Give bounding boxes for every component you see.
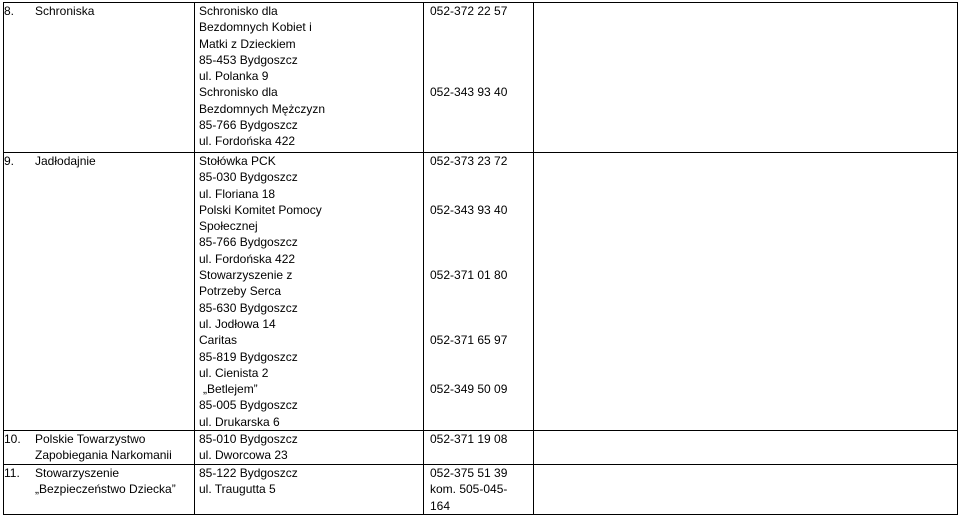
- empty-cell: [534, 3, 958, 153]
- institution-line: Bezdomnych Mężczyzn: [199, 101, 326, 116]
- phone-number: 052-343 93 40: [430, 202, 508, 217]
- phone-number: 052-372 22 57: [430, 4, 508, 18]
- institution-line: Caritas: [199, 333, 238, 348]
- institution-line: ul. Traugutta 5: [199, 482, 276, 497]
- institution-line: Schronisko dla: [199, 4, 278, 18]
- phone-number: 052-373 23 72: [430, 154, 508, 168]
- table-row: [4, 465, 958, 515]
- category-name: Jadłodajnie: [35, 154, 96, 168]
- institution-line: Polski Komitet Pomocy: [199, 202, 322, 217]
- institution-line: Bezdomnych Kobiet i: [199, 20, 312, 35]
- institution-line: 85-010 Bydgoszcz: [199, 432, 298, 447]
- empty-cell: [534, 465, 958, 515]
- empty-cell: [534, 431, 958, 465]
- phone-number: 052-371 19 08: [430, 432, 508, 447]
- institution-line: Stowarzyszenie z: [199, 268, 293, 283]
- institution-line: ul. Dworcowa 23: [199, 448, 288, 463]
- institution-line: 85-453 Bydgoszcz: [199, 52, 298, 67]
- phone-number: 052-371 65 97: [430, 333, 508, 348]
- phone-number: 052-375 51 39 kom. 505-045-164: [430, 466, 508, 513]
- category-name: Stowarzyszenie „Bezpieczeństwo Dziecka”: [35, 466, 176, 497]
- table-row: [4, 153, 958, 431]
- institution-line: 85-766 Bydgoszcz: [199, 235, 298, 250]
- institution-line: Schronisko dla: [199, 85, 278, 100]
- table-row: [4, 431, 958, 465]
- phone-cell: [424, 465, 534, 515]
- empty-cell: [534, 153, 958, 431]
- category-cell: 8. Schroniska: [4, 3, 195, 153]
- institution-cell: [195, 3, 424, 153]
- institution-line: Potrzeby Serca: [199, 284, 282, 299]
- institution-cell: [195, 431, 424, 465]
- institution-line: 85-030 Bydgoszcz: [199, 170, 298, 185]
- phone-cell: [424, 153, 534, 431]
- table-row: [4, 3, 958, 153]
- phone-number: 052-371 01 80: [430, 268, 508, 283]
- category-name: Schroniska: [35, 4, 95, 18]
- institution-line: 85-766 Bydgoszcz: [199, 118, 298, 133]
- institution-line: 85-819 Bydgoszcz: [199, 349, 298, 364]
- institution-cell: [195, 465, 424, 515]
- institution-line: 85-630 Bydgoszcz: [199, 300, 298, 315]
- institution-line: ul. Fordońska 422: [199, 134, 296, 149]
- institution-line: Społecznej: [199, 219, 258, 234]
- institution-line: ul. Drukarska 6: [199, 414, 280, 429]
- institution-line: 85-122 Bydgoszcz: [199, 466, 298, 481]
- institution-line: Matki z Dzieckiem: [199, 36, 296, 51]
- institution-line: ul. Jodłowa 14: [199, 316, 276, 331]
- institution-line: ul. Cienista 2: [199, 365, 269, 380]
- institution-line: ul. Floriana 18: [199, 186, 276, 201]
- institution-cell: [195, 153, 424, 431]
- phone-number: 052-343 93 40: [430, 85, 508, 100]
- phone-cell: [424, 431, 534, 465]
- institution-line: Stołówka PCK: [199, 154, 276, 168]
- category-cell: 10. Polskie Towarzystwo Zapobiegania Narkomanii: [4, 431, 195, 465]
- phone-cell: [424, 3, 534, 153]
- institutions-table: [3, 2, 958, 515]
- institution-line: „Betlejem”: [203, 382, 258, 397]
- institution-line: ul. Polanka 9: [199, 69, 269, 84]
- category-cell: 11. Stowarzyszenie „Bezpieczeństwo Dziecka”: [4, 465, 195, 515]
- category-cell: 9. Jadłodajnie: [4, 153, 195, 431]
- institution-line: ul. Fordońska 422: [199, 251, 296, 266]
- institution-line: 85-005 Bydgoszcz: [199, 398, 298, 413]
- category-name: Polskie Towarzystwo Zapobiegania Narkomanii: [35, 432, 172, 463]
- phone-number: 052-349 50 09: [430, 382, 508, 397]
